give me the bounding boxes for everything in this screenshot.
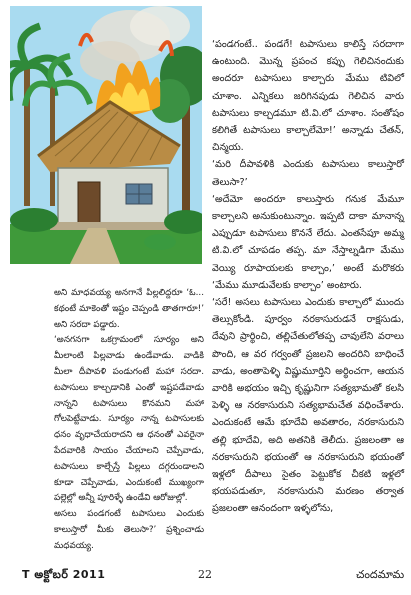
paragraph: ‘పండగంటే.. పండగే! టపాసులు కాలిస్తే సరదాగా ఉంటుంది. మొన్న ప్రపంచ కప్పు గెలిచినందుకు అందరూ టపాసులు కాల్చారు మేము టివిలో చూశాం. ఎన్నికలు జరిగినపుడు గెలిచిన వారు టపాసులు కాల్చడమూ టి.వి.లో చూశాం. సంతోషం కలిగితే టపాసులు కాల్చాలేమో!’ అన్నాడు చేతన్, చిన్మయ. — [212, 39, 404, 154]
paragraph: అసలు పండగంటే టపాసులు ఎందుకు కాలుస్తారో మీకు తెలుసా?’ ప్రశ్నించాడు మధవయ్య. — [54, 509, 204, 551]
magazine-name: చందమామ — [356, 568, 405, 581]
paragraph: ‘మరి దీపావళికి ఎందుకు టపాసులు కాలుస్తారో తెలుసా?’ — [212, 159, 404, 188]
left-text-column — [54, 286, 204, 555]
burning-hut-illustration — [10, 6, 202, 264]
right-text-column — [212, 36, 404, 518]
page-number: 22 — [198, 568, 212, 581]
paragraph: అని మాధవయ్య అనగానే పిల్లలిద్దరూ ‘ఓ... కథంటే మాకెంతో ఇష్టం చెప్పండి తాతగారూ!’ అని సరదా పడ్డారు. — [54, 288, 204, 330]
paragraph: ‘సరే! అసలు టపాసులు ఎందుకు కాల్చాలో ముందు తెల్సుకోండి. పూర్వం నరకాసురుడనే రాక్షసుడు, దేవుని ప్రార్థించి, తల్లిచేతులోతప్ప చావులేని వరాలు పొంది, ఆ వర గర్వంతో ప్రజలని అందరిని బాధించే వాడు, అంతాపెళ్ళి విష్ణుమూర్తిని అర్థించగా, ఆయన వారికి అభయం ఇచ్చి కృష్ణునిగా సత్యభామతో కలసి పెళ్ళి ఆ నరకాసురుని సత్యభామచేత వధించేశారు. ఎందుకంటే ఆమే భూదేవి అవతారం, నరకాసురుని తల్లి భూదేవి, అది అతనికి తెలీదు. ప్రజలంతా ఆ నరకాసురుని భయంతో ఆ నరకాసురుని భయంతో ఇళ్లలో దీపాలు సైతం పెట్టుకోక చీకటి ఇళ్లలో భయపడుతూ, నరకాసురుని మరణం తర్వాత ప్రజలంతా ఆనందంగా ఇళ్ళలోను, — [212, 297, 404, 515]
illustration-graphic — [10, 6, 202, 264]
page-footer — [0, 565, 411, 587]
paragraph: ‘అదేమో అందరూ కాలుస్తారు గనుక మేమూ కాల్చాలని అనుకుంటున్నాం. ఇప్పటి దాకా మానాన్న ఎప్పుడూ టపాసులు కొననే లేదు. ఎంతసేపూ అమ్మ టి.వి.లో చూపడం తప్ప. మా నేస్తాల్నడిగా మేము వెయ్యి రూపాయలకు కాల్చాం,’ అంటే మరొకరు ‘మేము మూడువేలకు కాల్చాం’ అంటారు. — [212, 193, 404, 291]
issue-date: T అక్టోబర్ 2011 — [22, 568, 106, 581]
paragraph: ‘అనగనగా ఒకగ్రామంలో సూర్యం అని మీలాంటి పిల్లవాడు ఉండేవాడు. వాడికి మీలా దీపావళి పండుగంటే మహా సరదా. టపాసులు కాల్చడానికి ఎంతో ఇష్టపడేవాడు నాన్నని టపాసులు కొనమని మహా గోలపెట్టేవాడు. సూర్యం నాన్న టపాసులకు ధనం వృధాచేయరాదని ఆ ధనంతో ఎవరైనా పేదవారికి సాయం చేయాలని చెప్పేవాడు, టపాసులు కాల్చేస్తే పిల్లలు దగ్గరుండాలని కూడా చెప్పేవాడు, ఎందుకంటే ముఖ్యంగా పల్లెల్లో అన్నీ పూరిళ్ళే ఉండేవి ఆరోజుల్లో. — [54, 335, 204, 504]
